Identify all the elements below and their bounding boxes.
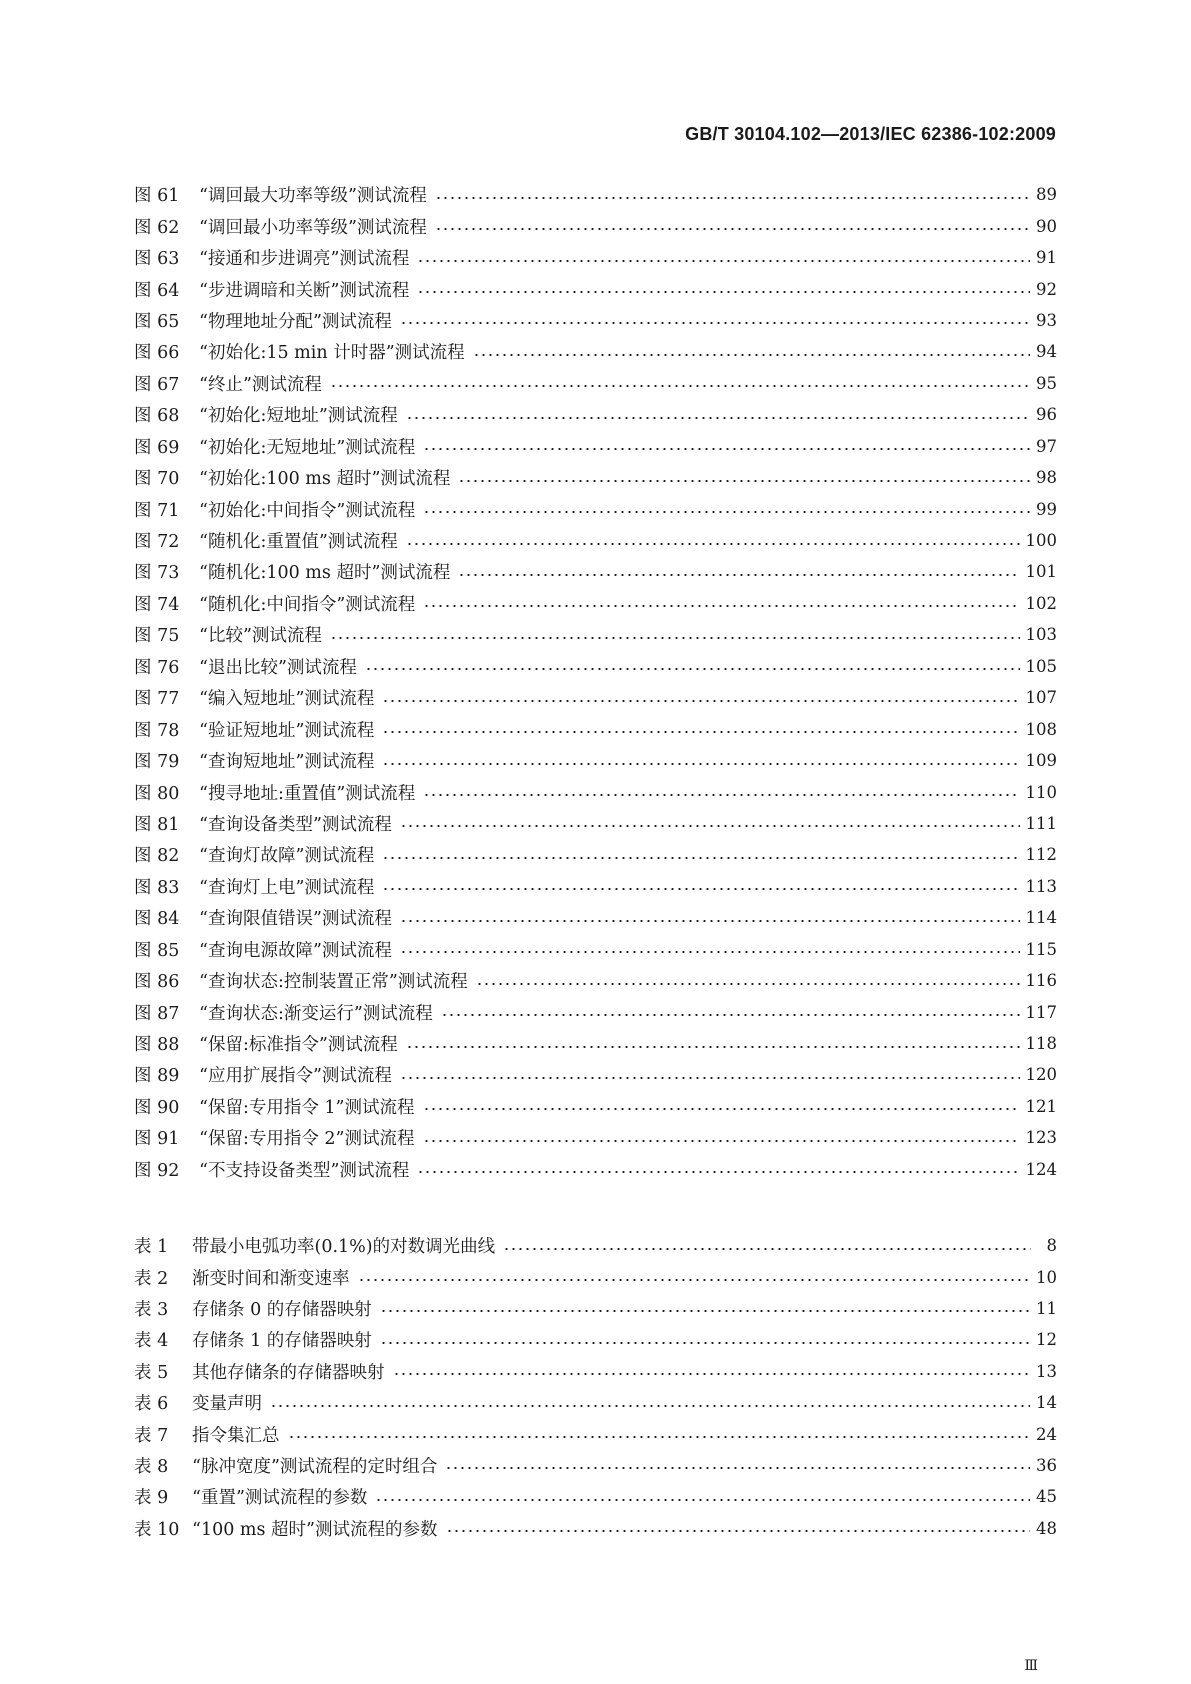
figure-page-number: 120 xyxy=(1025,1065,1057,1085)
figure-page-number: 114 xyxy=(1025,908,1057,928)
dot-leader xyxy=(417,1171,1019,1173)
figure-title: “查询状态:渐变运行”测试流程 xyxy=(199,1003,433,1024)
figure-entry[interactable] xyxy=(134,839,1057,870)
figure-title: “调回最大功率等级”测试流程 xyxy=(199,186,427,207)
dot-leader xyxy=(458,480,1030,482)
figure-entry[interactable] xyxy=(134,1028,1057,1059)
figure-title: “初始化:短地址”测试流程 xyxy=(199,406,398,427)
page-number-roman: Ⅲ xyxy=(1024,1658,1038,1674)
figure-page-number: 89 xyxy=(1036,185,1057,205)
dot-leader xyxy=(330,385,1030,387)
figure-entry[interactable] xyxy=(134,399,1057,430)
table-entry[interactable] xyxy=(134,1356,1057,1387)
figure-page-number: 93 xyxy=(1036,310,1057,330)
table-title: 带最小电弧功率(0.1%)的对数调光曲线 xyxy=(192,1237,496,1258)
figure-title: “应用扩展指令”测试流程 xyxy=(199,1066,392,1087)
figure-number: 图 89 xyxy=(134,1066,180,1087)
table-entry[interactable] xyxy=(134,1418,1057,1449)
figure-page-number: 90 xyxy=(1036,216,1057,236)
table-page-number: 13 xyxy=(1036,1361,1057,1381)
figure-title: “查询灯上电”测试流程 xyxy=(199,877,375,898)
figure-number: 图 80 xyxy=(134,783,180,804)
dot-leader xyxy=(423,1108,1020,1110)
figure-page-number: 108 xyxy=(1025,719,1057,739)
figure-number: 图 71 xyxy=(134,500,180,521)
figure-page-number: 110 xyxy=(1025,782,1057,802)
figure-title: “查询设备类型”测试流程 xyxy=(199,814,392,835)
figure-title: “初始化:15 min 计时器”测试流程 xyxy=(199,343,465,364)
figure-title: “物理地址分配”测试流程 xyxy=(199,311,392,332)
figure-entry[interactable] xyxy=(134,996,1057,1027)
table-entry[interactable] xyxy=(134,1230,1057,1261)
dot-leader xyxy=(423,511,1030,513)
figure-entry[interactable] xyxy=(134,619,1057,650)
figure-list xyxy=(134,179,1057,1185)
table-number: 表 10 xyxy=(134,1519,180,1540)
table-entry[interactable] xyxy=(134,1513,1057,1544)
figure-entry[interactable] xyxy=(134,1154,1057,1185)
dot-leader xyxy=(423,605,1019,607)
figure-title: “编入短地址”测试流程 xyxy=(199,689,375,710)
figure-entry[interactable] xyxy=(134,305,1057,336)
figure-number: 图 65 xyxy=(134,311,180,332)
figure-title: “比较”测试流程 xyxy=(199,626,322,647)
dot-leader xyxy=(382,700,1019,702)
figure-number: 图 83 xyxy=(134,877,180,898)
table-entry[interactable] xyxy=(134,1324,1057,1355)
figure-page-number: 117 xyxy=(1025,1002,1057,1022)
table-entry[interactable] xyxy=(134,1387,1057,1418)
figure-number: 图 85 xyxy=(134,940,180,961)
table-number: 表 3 xyxy=(134,1299,169,1320)
figure-title: “查询短地址”测试流程 xyxy=(199,752,375,773)
figure-title: “随机化:100 ms 超时”测试流程 xyxy=(199,563,451,584)
dot-leader xyxy=(400,951,1020,953)
figure-entry[interactable] xyxy=(134,808,1057,839)
table-page-number: 11 xyxy=(1036,1298,1057,1318)
table-page-number: 36 xyxy=(1036,1455,1057,1475)
table-number: 表 6 xyxy=(134,1394,169,1415)
table-entry[interactable] xyxy=(134,1481,1057,1512)
figure-number: 图 75 xyxy=(134,626,180,647)
table-list xyxy=(134,1230,1057,1544)
table-title: “重置”测试流程的参数 xyxy=(192,1488,368,1509)
table-page-number: 45 xyxy=(1036,1487,1057,1507)
figure-page-number: 111 xyxy=(1025,813,1057,833)
figure-entry[interactable] xyxy=(134,871,1057,902)
figure-title: “保留:专用指令 1”测试流程 xyxy=(199,1097,415,1118)
figure-entry[interactable] xyxy=(134,682,1057,713)
figure-entry[interactable] xyxy=(134,368,1057,399)
figure-entry[interactable] xyxy=(134,210,1057,241)
figure-number: 图 90 xyxy=(134,1097,180,1118)
dot-leader xyxy=(400,825,1020,827)
figure-entry[interactable] xyxy=(134,902,1057,933)
table-entry[interactable] xyxy=(134,1450,1057,1481)
dot-leader xyxy=(365,668,1020,670)
figure-number: 图 81 xyxy=(134,814,180,835)
figure-page-number: 98 xyxy=(1036,468,1057,488)
table-page-number: 14 xyxy=(1036,1393,1057,1413)
dot-leader xyxy=(358,1279,1031,1281)
dot-leader xyxy=(380,1310,1030,1312)
figure-title: “终止”测试流程 xyxy=(199,374,322,395)
table-number: 表 7 xyxy=(134,1425,169,1446)
figure-page-number: 99 xyxy=(1036,499,1057,519)
figure-page-number: 115 xyxy=(1025,939,1057,959)
dot-leader xyxy=(382,763,1019,765)
dot-leader xyxy=(406,1046,1020,1048)
figure-title: “退出比较”测试流程 xyxy=(199,657,357,678)
figure-page-number: 107 xyxy=(1025,688,1057,708)
figure-page-number: 118 xyxy=(1025,1034,1057,1054)
figure-number: 图 64 xyxy=(134,280,180,301)
figure-entry[interactable] xyxy=(134,336,1057,367)
figure-number: 图 78 xyxy=(134,720,180,741)
figure-page-number: 116 xyxy=(1025,971,1057,991)
figure-number: 图 76 xyxy=(134,657,180,678)
figure-number: 图 79 xyxy=(134,752,180,773)
figure-title: “随机化:重置值”测试流程 xyxy=(199,532,398,553)
dot-leader xyxy=(406,543,1020,545)
table-number: 表 4 xyxy=(134,1331,169,1352)
figure-title: “查询状态:控制装置正常”测试流程 xyxy=(199,972,468,993)
table-title: “脉冲宽度”测试流程的定时组合 xyxy=(192,1456,438,1477)
figure-title: “随机化:中间指令”测试流程 xyxy=(199,594,416,615)
figure-title: “接通和步进调亮”测试流程 xyxy=(199,249,410,270)
dot-leader xyxy=(400,920,1020,922)
table-title: 指令集汇总 xyxy=(192,1425,280,1446)
figure-number: 图 69 xyxy=(134,437,180,458)
dot-leader xyxy=(435,228,1030,230)
dot-leader xyxy=(375,1499,1030,1501)
dot-leader xyxy=(393,1373,1031,1375)
figure-title: “验证短地址”测试流程 xyxy=(199,720,375,741)
figure-title: “保留:标准指令”测试流程 xyxy=(199,1035,398,1056)
table-title: 其他存储条的存储器映射 xyxy=(192,1362,385,1383)
figure-number: 图 63 xyxy=(134,249,180,270)
dot-leader xyxy=(417,260,1030,262)
table-title: 存储条 1 的存储器映射 xyxy=(192,1331,372,1352)
dot-leader xyxy=(446,1530,1031,1532)
figure-title: “搜寻地址:重置值”测试流程 xyxy=(199,783,416,804)
figure-title: “查询电源故障”测试流程 xyxy=(199,940,392,961)
figure-entry[interactable] xyxy=(134,588,1057,619)
dot-leader xyxy=(417,291,1030,293)
figure-entry[interactable] xyxy=(134,556,1057,587)
figure-title: “调回最小功率等级”测试流程 xyxy=(199,217,427,238)
table-entry[interactable] xyxy=(134,1261,1057,1292)
figure-title: “初始化:无短地址”测试流程 xyxy=(199,437,416,458)
figure-page-number: 100 xyxy=(1025,531,1057,551)
figure-number: 图 61 xyxy=(134,186,180,207)
figure-page-number: 91 xyxy=(1036,248,1057,268)
figure-page-number: 95 xyxy=(1036,373,1057,393)
figure-number: 图 77 xyxy=(134,689,180,710)
table-entry[interactable] xyxy=(134,1293,1057,1324)
figure-entry[interactable] xyxy=(134,179,1057,210)
figure-number: 图 74 xyxy=(134,594,180,615)
figure-number: 图 66 xyxy=(134,343,180,364)
table-number: 表 5 xyxy=(134,1362,169,1383)
dot-leader xyxy=(423,794,1019,796)
figure-number: 图 73 xyxy=(134,563,180,584)
dot-leader xyxy=(382,888,1019,890)
table-page-number: 12 xyxy=(1036,1330,1057,1350)
figure-number: 图 92 xyxy=(134,1160,180,1181)
figure-entry[interactable] xyxy=(134,431,1057,462)
dot-leader xyxy=(382,857,1019,859)
dot-leader xyxy=(503,1248,1031,1250)
dot-leader xyxy=(458,574,1019,576)
figure-number: 图 86 xyxy=(134,972,180,993)
figure-number: 图 72 xyxy=(134,532,180,553)
table-page-number: 48 xyxy=(1036,1518,1057,1538)
table-number: 表 2 xyxy=(134,1268,169,1289)
table-number: 表 9 xyxy=(134,1488,169,1509)
figure-page-number: 97 xyxy=(1036,436,1057,456)
figure-entry[interactable] xyxy=(134,651,1057,682)
table-title: “100 ms 超时”测试流程的参数 xyxy=(192,1519,438,1540)
figure-title: “步进调暗和关断”测试流程 xyxy=(199,280,410,301)
dot-leader xyxy=(423,1140,1020,1142)
figure-title: “查询灯故障”测试流程 xyxy=(199,846,375,867)
figure-entry[interactable] xyxy=(134,1091,1057,1122)
figure-entry[interactable] xyxy=(134,1059,1057,1090)
figure-entry[interactable] xyxy=(134,934,1057,965)
dot-leader xyxy=(435,197,1030,199)
figure-number: 图 62 xyxy=(134,217,180,238)
figure-title: “不支持设备类型”测试流程 xyxy=(199,1160,410,1181)
dot-leader xyxy=(400,1077,1020,1079)
figure-title: “保留:专用指令 2”测试流程 xyxy=(199,1129,415,1150)
figure-entry[interactable] xyxy=(134,462,1057,493)
figure-entry[interactable] xyxy=(134,493,1057,524)
figure-number: 图 82 xyxy=(134,846,180,867)
table-number: 表 8 xyxy=(134,1456,169,1477)
dot-leader xyxy=(330,637,1020,639)
figure-entry[interactable] xyxy=(134,713,1057,744)
dot-leader xyxy=(423,448,1030,450)
table-title: 存储条 0 的存储器映射 xyxy=(192,1299,372,1320)
figure-title: “查询限值错误”测试流程 xyxy=(199,909,392,930)
figure-number: 图 88 xyxy=(134,1035,180,1056)
document-code-header: GB/T 30104.102—2013/IEC 62386-102:2009 xyxy=(685,124,1056,144)
table-page-number: 8 xyxy=(1046,1236,1057,1256)
figure-number: 图 91 xyxy=(134,1129,180,1150)
figure-page-number: 112 xyxy=(1025,845,1057,865)
figure-number: 图 84 xyxy=(134,909,180,930)
figure-entry[interactable] xyxy=(134,525,1057,556)
dot-leader xyxy=(380,1342,1030,1344)
figure-page-number: 92 xyxy=(1036,279,1057,299)
figure-page-number: 96 xyxy=(1036,405,1057,425)
dot-leader xyxy=(406,417,1030,419)
figure-title: “初始化:100 ms 超时”测试流程 xyxy=(199,469,451,490)
figure-title: “初始化:中间指令”测试流程 xyxy=(199,500,416,521)
figure-entry[interactable] xyxy=(134,242,1057,273)
dot-leader xyxy=(400,322,1030,324)
table-number: 表 1 xyxy=(134,1237,169,1258)
figure-page-number: 102 xyxy=(1025,593,1057,613)
figure-entry[interactable] xyxy=(134,965,1057,996)
table-page-number: 10 xyxy=(1036,1267,1057,1287)
figure-page-number: 123 xyxy=(1025,1128,1057,1148)
dot-leader xyxy=(288,1436,1031,1438)
table-title: 渐变时间和渐变速率 xyxy=(192,1268,350,1289)
figure-page-number: 105 xyxy=(1025,656,1057,676)
figure-page-number: 103 xyxy=(1025,625,1057,645)
figure-page-number: 101 xyxy=(1025,562,1057,582)
figure-page-number: 94 xyxy=(1036,342,1057,362)
figure-page-number: 121 xyxy=(1025,1096,1057,1116)
figure-number: 图 87 xyxy=(134,1003,180,1024)
figure-page-number: 113 xyxy=(1025,876,1057,896)
figure-entry[interactable] xyxy=(134,273,1057,304)
table-title: 变量声明 xyxy=(192,1394,262,1415)
figure-entry[interactable] xyxy=(134,1122,1057,1153)
figure-page-number: 124 xyxy=(1025,1159,1057,1179)
figure-number: 图 67 xyxy=(134,374,180,395)
table-page-number: 24 xyxy=(1036,1424,1057,1444)
dot-leader xyxy=(473,354,1030,356)
figure-number: 图 70 xyxy=(134,469,180,490)
figure-entry[interactable] xyxy=(134,745,1057,776)
figure-entry[interactable] xyxy=(134,776,1057,807)
dot-leader xyxy=(441,1014,1020,1016)
dot-leader xyxy=(382,731,1019,733)
dot-leader xyxy=(476,983,1020,985)
figure-number: 图 68 xyxy=(134,406,180,427)
figure-page-number: 109 xyxy=(1025,751,1057,771)
dot-leader xyxy=(270,1405,1030,1407)
dot-leader xyxy=(445,1467,1030,1469)
